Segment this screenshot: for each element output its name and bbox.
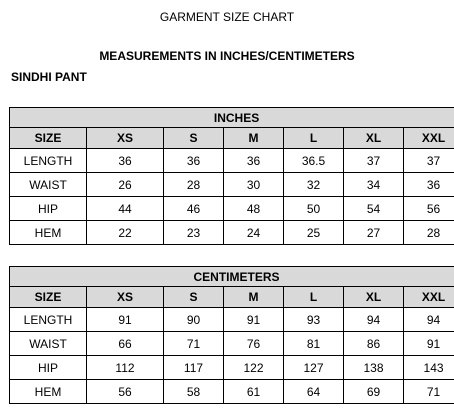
unit-header: CENTIMETERS [10, 267, 454, 287]
table-cell: 46 [164, 197, 224, 221]
column-header: M [224, 128, 284, 149]
table-cell: 71 [404, 380, 454, 404]
row-label: HIP [10, 356, 87, 380]
table-cell: 71 [164, 332, 224, 356]
table-cell: 93 [284, 308, 344, 332]
table-row [10, 356, 454, 380]
table-cell: 56 [87, 380, 164, 404]
table-cell: 91 [224, 308, 284, 332]
column-header: SIZE [10, 287, 87, 308]
row-label: HEM [10, 221, 87, 245]
column-header: XXL [404, 287, 454, 308]
table-cell: 26 [87, 173, 164, 197]
table-cell: 66 [87, 332, 164, 356]
table-cell: 22 [87, 221, 164, 245]
table-row [10, 380, 454, 404]
table-cell: 36 [224, 149, 284, 173]
table-cell: 91 [87, 308, 164, 332]
column-header: M [224, 287, 284, 308]
table-cell: 61 [224, 380, 284, 404]
table-cell: 81 [284, 332, 344, 356]
table-cell: 44 [87, 197, 164, 221]
table-cell: 127 [284, 356, 344, 380]
table-cell: 90 [164, 308, 224, 332]
table-cell: 36 [87, 149, 164, 173]
column-header: XXL [404, 128, 454, 149]
table-cell: 86 [344, 332, 404, 356]
table-row [10, 221, 454, 245]
column-header: S [164, 128, 224, 149]
table-cell: 23 [164, 221, 224, 245]
table-cell: 56 [404, 197, 454, 221]
unit-header: INCHES [10, 108, 454, 128]
table-cell: 37 [344, 149, 404, 173]
table-cell: 24 [224, 221, 284, 245]
inches-size-table [9, 107, 454, 245]
table-cell: 91 [404, 332, 454, 356]
table-cell: 48 [224, 197, 284, 221]
table-cell: 25 [284, 221, 344, 245]
column-header: S [164, 287, 224, 308]
page-title: GARMENT SIZE CHART [159, 10, 295, 24]
column-header: XS [87, 128, 164, 149]
table-cell: 64 [284, 380, 344, 404]
table-row [10, 173, 454, 197]
column-header: XS [87, 287, 164, 308]
table-cell: 94 [344, 308, 404, 332]
table-cell: 112 [87, 356, 164, 380]
column-header: XL [344, 128, 404, 149]
table-cell: 54 [344, 197, 404, 221]
table-row [10, 149, 454, 173]
page-subtitle: MEASUREMENTS IN INCHES/CENTIMETERS [99, 49, 355, 63]
table-cell: 122 [224, 356, 284, 380]
table-row [10, 197, 454, 221]
table-row [10, 332, 454, 356]
table-cell: 58 [164, 380, 224, 404]
table-cell: 36 [164, 149, 224, 173]
table-cell: 36.5 [284, 149, 344, 173]
table-cell: 28 [404, 221, 454, 245]
column-header: L [284, 287, 344, 308]
table-cell: 138 [344, 356, 404, 380]
row-label: HIP [10, 197, 87, 221]
table-cell: 32 [284, 173, 344, 197]
table-cell: 28 [164, 173, 224, 197]
table-cell: 27 [344, 221, 404, 245]
row-label: LENGTH [10, 308, 87, 332]
table-cell: 117 [164, 356, 224, 380]
table-cell: 76 [224, 332, 284, 356]
column-header: XL [344, 287, 404, 308]
row-label: WAIST [10, 173, 87, 197]
table-cell: 50 [284, 197, 344, 221]
column-header-row [10, 287, 454, 308]
table-cell: 36 [404, 173, 454, 197]
table-cell: 94 [404, 308, 454, 332]
centimeters-size-table [9, 266, 454, 404]
product-name: SINDHI PANT [11, 70, 87, 84]
table-cell: 37 [404, 149, 454, 173]
table-cell: 69 [344, 380, 404, 404]
table-row [10, 308, 454, 332]
column-header: L [284, 128, 344, 149]
column-header: SIZE [10, 128, 87, 149]
row-label: WAIST [10, 332, 87, 356]
row-label: HEM [10, 380, 87, 404]
table-cell: 34 [344, 173, 404, 197]
column-header-row [10, 128, 454, 149]
row-label: LENGTH [10, 149, 87, 173]
table-cell: 30 [224, 173, 284, 197]
table-cell: 143 [404, 356, 454, 380]
